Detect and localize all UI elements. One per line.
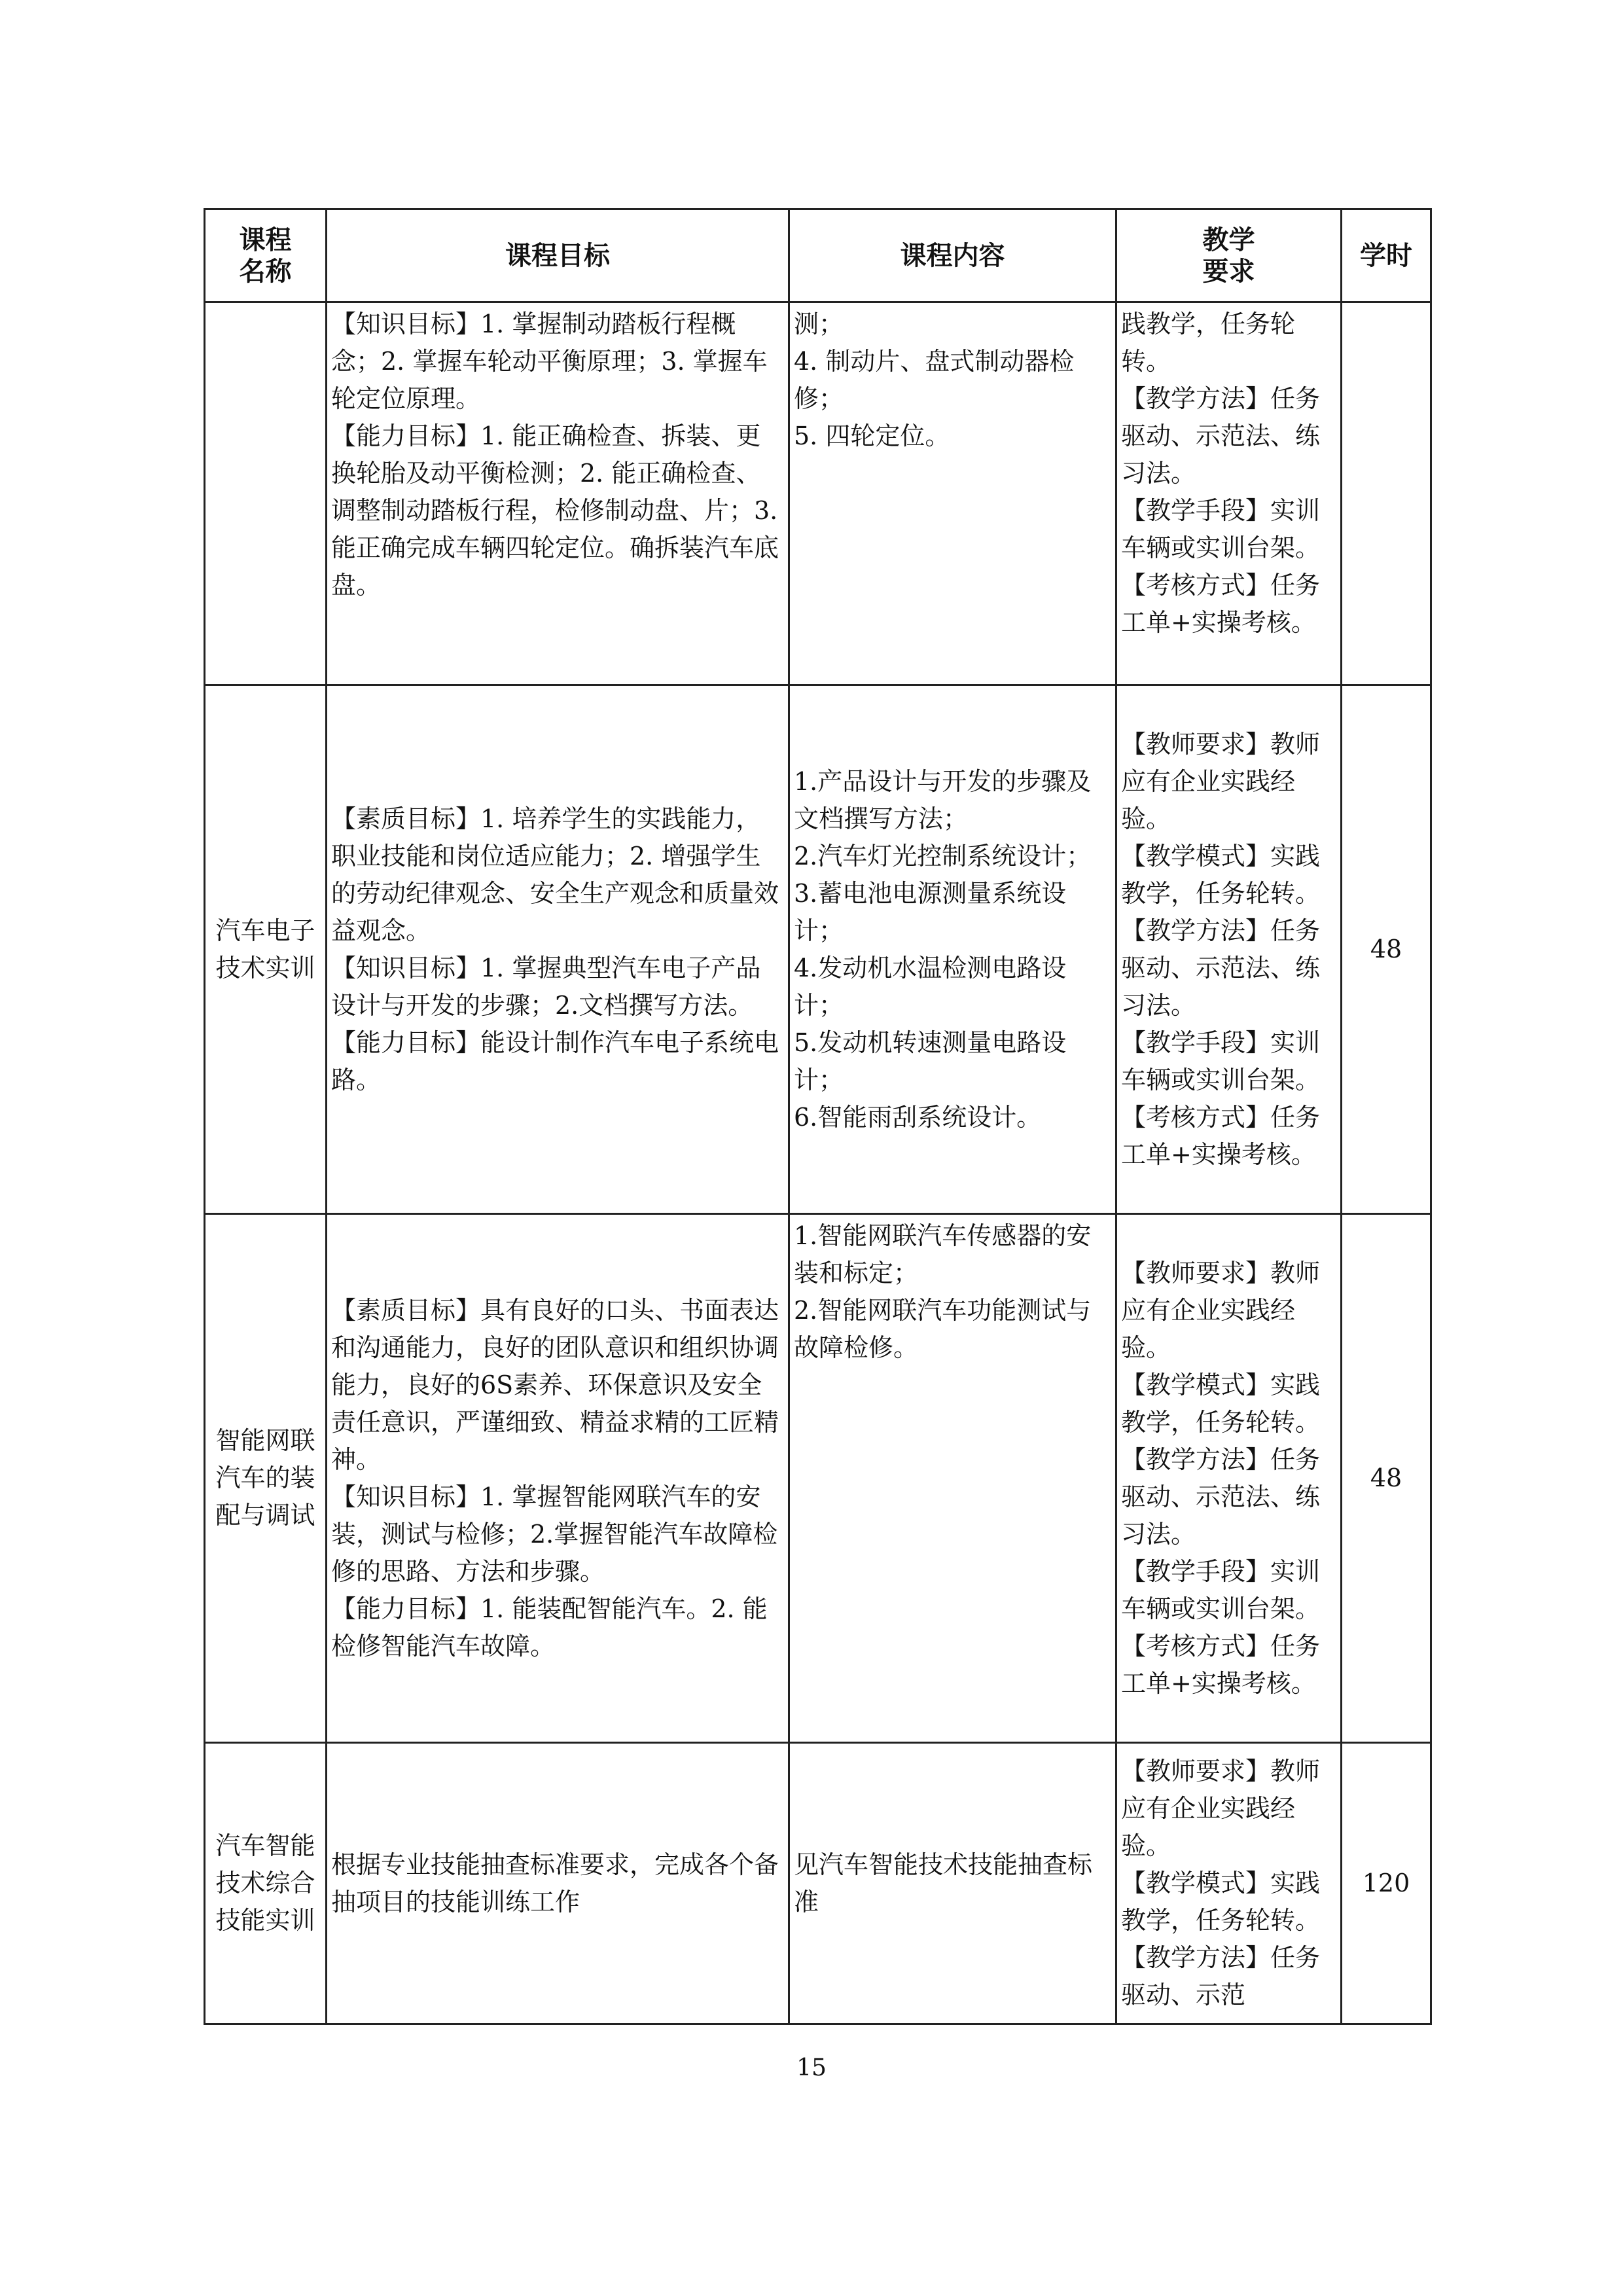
content-item: 1.智能网联汽车传感器的安装和标定； (794, 1221, 1092, 1287)
course-goal-cell (327, 1214, 789, 1743)
course-name-cell: 汽车智能技术综合技能实训 (205, 1743, 327, 2024)
course-content-cell (789, 302, 1116, 685)
table-row (205, 685, 1431, 1214)
requirement-item: 【教学手段】实训车辆或实训台架。 (1121, 1556, 1321, 1623)
goal-paragraph: 【知识目标】1. 掌握典型汽车电子产品设计与开发的步骤；2.文档撰写方法。 (331, 953, 761, 1020)
header-course-name: 课程 名称 (205, 209, 327, 302)
hours-cell (1342, 302, 1431, 685)
course-content-cell (789, 1214, 1116, 1743)
hours-cell: 120 (1342, 1743, 1431, 2024)
content-item: 1.产品设计与开发的步骤及文档撰写方法； (794, 766, 1092, 833)
requirement-item: 【教师要求】教师应有企业实践经验。 (1121, 1757, 1321, 1860)
goal-paragraph: 【能力目标】1. 能正确检查、拆装、更换轮胎及动平衡检测；2. 能正确检查、调整制动踏板行程，检修制动盘、片；3. 能正确完成车辆四轮定位。确拆装汽车底盘。 (331, 422, 779, 600)
goal-paragraph: 【知识目标】1. 掌握智能网联汽车的安装，测试与检修；2.掌握智能汽车故障检修的思路、方法和步骤。 (331, 1482, 778, 1586)
header-course-content: 课程内容 (789, 209, 1116, 302)
content-item: 4. 制动片、盘式制动器检修； (794, 347, 1075, 413)
content-item: 4.发动机水温检测电路设计； (794, 953, 1067, 1020)
table-header-row (205, 209, 1431, 302)
content-item: 5.发动机转速测量电路设计； (794, 1028, 1067, 1094)
teaching-requirements-cell (1116, 1743, 1342, 2024)
goal-paragraph: 【能力目标】1. 能装配智能汽车。2. 能检修智能汽车故障。 (331, 1594, 768, 1660)
course-goal-cell (327, 1743, 789, 2024)
content-item: 见汽车智能技术技能抽查标准 (794, 1850, 1093, 1916)
content-item: 2.汽车灯光控制系统设计； (794, 841, 1092, 870)
content-item: 6.智能雨刮系统设计。 (794, 1102, 1042, 1132)
requirement-item: 【教学方法】任务驱动、示范 (1121, 1943, 1321, 2009)
course-name-cell: 汽车电子技术实训 (205, 685, 327, 1214)
content-item: 5. 四轮定位。 (794, 422, 950, 450)
requirement-item: 践教学，任务轮转。 (1121, 310, 1296, 376)
content-item: 测； (794, 310, 844, 338)
requirement-item: 【教学方法】任务驱动、示范法、练习法。 (1121, 1444, 1321, 1549)
requirement-item: 【教学模式】实践教学，任务轮转。 (1121, 1370, 1321, 1437)
requirement-item: 【教师要求】教师应有企业实践经验。 (1121, 729, 1321, 833)
goal-paragraph: 【素质目标】1. 培养学生的实践能力，职业技能和岗位适应能力；2. 增强学生的劳动纪律观念、安全生产观念和质量效益观念。 (331, 804, 779, 945)
header-teaching-requirements: 教学 要求 (1116, 209, 1342, 302)
requirement-item: 【教学手段】实训车辆或实训台架。 (1121, 496, 1321, 562)
course-content-cell (789, 685, 1116, 1214)
table-row (205, 1214, 1431, 1743)
course-name-cell (205, 302, 327, 685)
goal-paragraph: 【知识目标】1. 掌握制动踏板行程概念；2. 掌握车轮动平衡原理；3. 掌握车轮定位原理。 (331, 310, 768, 413)
hours-cell: 48 (1342, 685, 1431, 1214)
requirement-item: 【教师要求】教师应有企业实践经验。 (1121, 1258, 1321, 1362)
course-content-cell (789, 1743, 1116, 2024)
requirement-item: 【考核方式】任务工单+实操考核。 (1121, 1102, 1321, 1169)
requirement-item: 【教学方法】任务驱动、示范法、练习法。 (1121, 916, 1321, 1020)
requirement-item: 【教学方法】任务驱动、示范法、练习法。 (1121, 384, 1321, 488)
course-name-cell: 智能网联汽车的装配与调试 (205, 1214, 327, 1743)
course-goal-cell (327, 302, 789, 685)
header-hours: 学时 (1342, 209, 1431, 302)
requirement-item: 【教学模式】实践教学，任务轮转。 (1121, 1869, 1321, 1935)
page-number: 15 (796, 2054, 827, 2081)
requirement-item: 【考核方式】任务工单+实操考核。 (1121, 1631, 1321, 1698)
requirement-item: 【教学模式】实践教学，任务轮转。 (1121, 841, 1321, 908)
goal-paragraph: 【素质目标】具有良好的口头、书面表达和沟通能力，良好的团队意识和组织协调能力，良好的6S素养、环保意识及安全责任意识，严谨细致、精益求精的工匠精神。 (331, 1295, 779, 1474)
requirement-item: 【考核方式】任务工单+实操考核。 (1121, 571, 1321, 637)
goal-paragraph: 根据专业技能抽查标准要求，完成各个备抽项目的技能训练工作 (331, 1850, 779, 1916)
content-item: 3.蓄电池电源测量系统设计； (794, 878, 1067, 945)
teaching-requirements-cell (1116, 1214, 1342, 1743)
header-course-goal: 课程目标 (327, 209, 789, 302)
content-item: 2.智能网联汽车功能测试与故障检修。 (794, 1296, 1092, 1362)
goal-paragraph: 【能力目标】能设计制作汽车电子系统电路。 (331, 1028, 779, 1094)
hours-cell: 48 (1342, 1214, 1431, 1743)
table-row (205, 302, 1431, 685)
teaching-requirements-cell (1116, 302, 1342, 685)
course-table (204, 208, 1432, 2025)
table-row (205, 1743, 1431, 2024)
teaching-requirements-cell (1116, 685, 1342, 1214)
course-goal-cell (327, 685, 789, 1214)
requirement-item: 【教学手段】实训车辆或实训台架。 (1121, 1028, 1321, 1094)
